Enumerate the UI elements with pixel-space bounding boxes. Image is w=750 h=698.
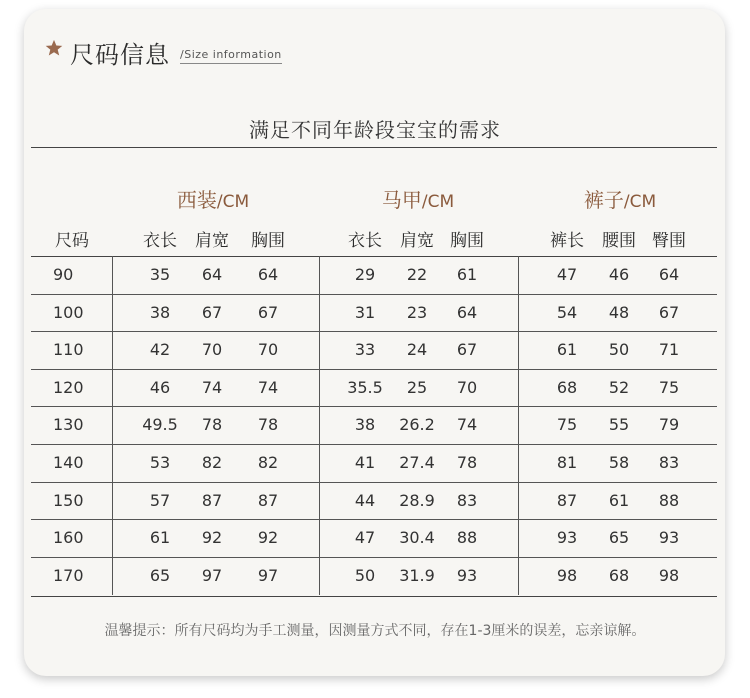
table-heading: 满足不同年龄段宝宝的需求 xyxy=(249,118,501,142)
table-cell: 64 xyxy=(257,265,279,284)
table-cell: 52 xyxy=(608,377,630,397)
table-cell: 64 xyxy=(658,265,680,284)
table-cell: 65 xyxy=(608,528,630,548)
table-cell: 93 xyxy=(456,565,478,585)
table-cell: 61 xyxy=(456,265,478,284)
size-cell: 170 xyxy=(53,565,84,585)
table-cell: 74 xyxy=(201,377,223,397)
table-cell: 35.5 xyxy=(347,377,383,397)
table-cell: 98 xyxy=(658,565,680,585)
table-cell: 58 xyxy=(608,453,630,472)
table-cell: 44 xyxy=(354,490,376,510)
table-cell: 82 xyxy=(257,453,279,472)
table-cell: 35 xyxy=(149,265,171,284)
table-cell: 61 xyxy=(556,340,578,360)
table-cell: 98 xyxy=(556,565,578,585)
table-cell: 46 xyxy=(608,265,630,284)
table-cell: 74 xyxy=(456,415,478,435)
table-cell: 74 xyxy=(257,377,279,397)
table-cell: 57 xyxy=(149,490,171,510)
table-cell: 50 xyxy=(608,340,630,360)
table-cell: 67 xyxy=(658,302,680,322)
group-name: 裤子 xyxy=(583,188,624,212)
table-cell: 67 xyxy=(201,302,223,322)
table-cell: 50 xyxy=(354,565,376,585)
table-cell: 22 xyxy=(406,265,428,284)
heading-divider xyxy=(31,147,717,148)
row-divider xyxy=(31,482,717,483)
table-cell: 64 xyxy=(456,302,478,322)
table-cell: 75 xyxy=(556,415,578,435)
table-cell: 31 xyxy=(354,302,376,322)
column-header: 腰围 xyxy=(602,231,636,251)
table-cell: 23 xyxy=(406,302,428,322)
row-divider xyxy=(31,519,717,520)
row-divider xyxy=(31,369,717,370)
column-header: 裤长 xyxy=(550,231,584,251)
table-cell: 67 xyxy=(456,340,478,360)
table-cell: 65 xyxy=(149,565,171,585)
table-cell: 70 xyxy=(201,340,223,360)
table-cell: 54 xyxy=(556,302,578,322)
group-unit: /CM xyxy=(216,192,250,212)
column-header: 衣长 xyxy=(348,231,382,251)
table-cell: 87 xyxy=(556,490,578,510)
size-cell: 100 xyxy=(53,302,84,322)
row-divider xyxy=(31,406,717,407)
table-cell: 75 xyxy=(658,377,680,397)
table-cell: 97 xyxy=(201,565,223,585)
table-cell: 26.2 xyxy=(399,415,435,435)
column-header: 肩宽 xyxy=(195,231,229,251)
table-cell: 81 xyxy=(556,453,578,472)
table-cell: 64 xyxy=(201,265,223,284)
column-divider xyxy=(518,256,519,595)
table-cell: 68 xyxy=(608,565,630,585)
row-divider xyxy=(31,294,717,295)
table-cell: 93 xyxy=(658,528,680,548)
table-cell: 79 xyxy=(658,415,680,435)
table-cell: 83 xyxy=(658,453,680,472)
table-cell: 87 xyxy=(257,490,279,510)
group-title xyxy=(177,184,249,213)
page-subtitle: /Size information xyxy=(180,48,282,64)
column-divider xyxy=(319,256,320,595)
size-cell: 110 xyxy=(53,340,84,360)
table-cell: 67 xyxy=(257,302,279,322)
column-header: 胸围 xyxy=(450,231,484,251)
table-cell: 28.9 xyxy=(399,490,435,510)
table-cell: 24 xyxy=(406,340,428,360)
table-cell: 41 xyxy=(354,453,376,472)
table-cell: 61 xyxy=(608,490,630,510)
table-cell: 47 xyxy=(556,265,578,284)
table-cell: 78 xyxy=(201,415,223,435)
table-cell: 71 xyxy=(658,340,680,360)
row-divider xyxy=(31,331,717,332)
table-cell: 48 xyxy=(608,302,630,322)
star-icon xyxy=(45,39,63,57)
table-cell: 31.9 xyxy=(399,565,435,585)
table-cell: 88 xyxy=(658,490,680,510)
table-cell: 38 xyxy=(354,415,376,435)
measurement-note: 温馨提示：所有尺码均为手工测量，因测量方式不同，存在1-3厘米的误差，忘亲谅解。 xyxy=(104,623,646,639)
group-name: 西装 xyxy=(176,188,217,212)
table-cell: 78 xyxy=(456,453,478,472)
table-cell: 92 xyxy=(257,528,279,548)
size-cell: 120 xyxy=(53,377,84,397)
table-cell: 55 xyxy=(608,415,630,435)
table-cell: 42 xyxy=(149,340,171,360)
table-cell: 27.4 xyxy=(399,453,435,472)
table-cell: 47 xyxy=(354,528,376,548)
table-cell: 49.5 xyxy=(142,415,178,435)
table-cell: 68 xyxy=(556,377,578,397)
column-header: 衣长 xyxy=(143,231,177,251)
table-cell: 25 xyxy=(406,377,428,397)
table-cell: 83 xyxy=(456,490,478,510)
table-cell: 97 xyxy=(257,565,279,585)
row-divider xyxy=(31,557,717,558)
group-unit: /CM xyxy=(421,192,455,212)
table-cell: 53 xyxy=(149,453,171,472)
table-cell: 93 xyxy=(556,528,578,548)
column-divider xyxy=(112,256,113,595)
size-cell: 160 xyxy=(53,528,84,548)
table-cell: 30.4 xyxy=(399,528,435,548)
table-cell: 61 xyxy=(149,528,171,548)
table-cell: 33 xyxy=(354,340,376,360)
column-header: 臀围 xyxy=(652,231,686,251)
size-cell: 150 xyxy=(53,490,84,510)
table-cell: 87 xyxy=(201,490,223,510)
group-title xyxy=(584,184,656,213)
group-title xyxy=(382,184,454,213)
group-name: 马甲 xyxy=(381,188,422,212)
table-cell: 78 xyxy=(257,415,279,435)
size-column-header: 尺码 xyxy=(55,231,89,251)
table-cell: 88 xyxy=(456,528,478,548)
size-cell: 140 xyxy=(53,453,84,472)
table-cell: 92 xyxy=(201,528,223,548)
table-cell: 38 xyxy=(149,302,171,322)
table-cell: 70 xyxy=(456,377,478,397)
table-cell: 46 xyxy=(149,377,171,397)
size-cell: 90 xyxy=(53,265,74,284)
size-cell: 130 xyxy=(53,415,84,435)
row-divider xyxy=(31,444,717,445)
table-cell: 70 xyxy=(257,340,279,360)
column-header: 肩宽 xyxy=(400,231,434,251)
column-header: 胸围 xyxy=(251,231,285,251)
page-title: 尺码信息 xyxy=(70,41,170,69)
table-cell: 29 xyxy=(354,265,376,284)
group-unit: /CM xyxy=(623,192,657,212)
table-cell: 82 xyxy=(201,453,223,472)
